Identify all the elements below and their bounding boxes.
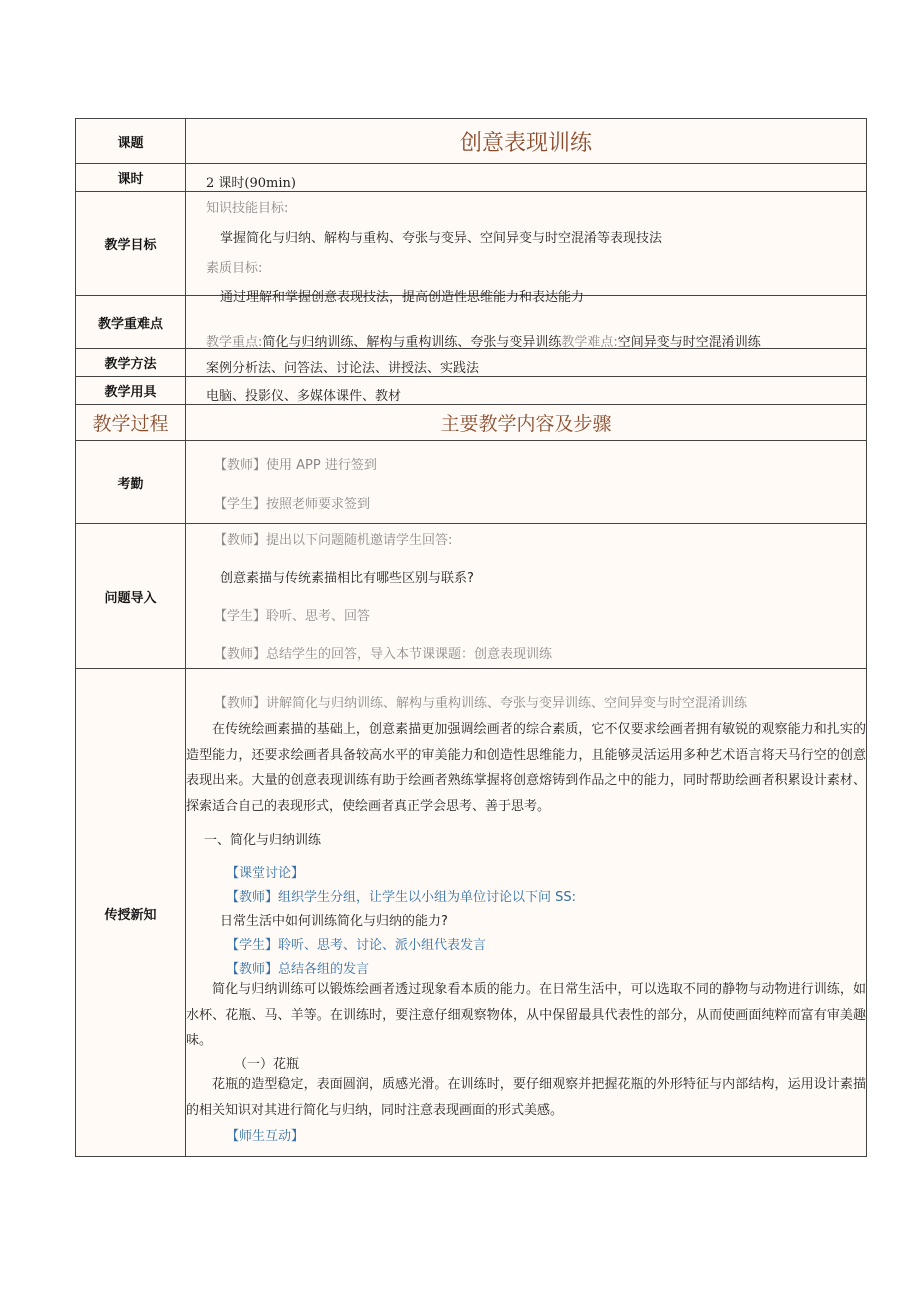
nk-question: 日常生活中如何训练简化与归纳的能力? [220,914,448,929]
intro-student: 【学生】聆听、思考、回答 [214,609,371,624]
nk-paragraph-2: 简化与归纳训练可以锻炼绘画者透过现象看本质的能力。在日常生活中，可以选取不同的静物与动物进行训练，如水杯、花瓶、马、羊等。在训练时，要注意仔细观察物体，从中保留最具代表性的部分，从而使画面纯粹而富有审美趣味。 [186,982,866,1048]
key-point-tag: 教学重点: [206,335,263,350]
tools-label: 教学用具 [104,385,157,400]
attendance-student: 【学生】按照老师要求签到 [214,497,371,512]
nk-teacher-summary: 【教师】总结各组的发言 [226,962,370,977]
key-point-text: 简化与归纳训练、解构与重构训练、夸张与变异训练 [262,335,562,350]
attendance-teacher: 【教师】使用 APP 进行签到 [214,458,377,473]
nk-student: 【学生】聆听、思考、讨论、派小组代表发言 [226,938,487,953]
intro-question: 创意素描与传统素描相比有哪些区别与联系? [220,571,474,586]
tools-value: 电脑、投影仪、多媒体课件、教材 [206,389,402,404]
difficulty-text: 空间异变与时空混淆训练 [617,335,761,350]
intro-label: 问题导入 [104,590,157,606]
nk-paragraph-1: 在传统绘画素描的基础上，创意素描更加强调绘画者的综合素质，它不仅要求绘画者拥有敏锐的观察能力和扎实的造型能力，还要求绘画者具备较高水平的审美能力和创造性思维能力，且能够灵活运用多种艺术语言将天马行空的创意表现出来。大量的创意表现训练有助于绘画者熟练掌握将创意熔铸到作品之中的能力，同时帮助绘画者积累设计素材、探索适合自己的表现形式，使绘画者真正学会思考、善于思考。 [186,722,866,814]
nk-section-1: 一、简化与归纳训练 [204,833,322,848]
intro-teacher-summary: 【教师】总结学生的回答，导入本节课课题：创意表现训练 [214,647,553,662]
nk-teacher-explain: 【教师】讲解简化与归纳训练、解构与重构训练、夸张与变异训练、空间异变与时空混淆训练 [214,696,748,711]
quality-goal-text: 通过理解和掌握创意表现技法，提高创造性思维能力和表达能力 [220,290,585,305]
lesson-plan-table [75,118,867,1157]
topic-label: 课题 [117,135,144,151]
methods-value: 案例分析法、问答法、讨论法、讲授法、实践法 [206,361,480,376]
topic-title: 创意表现训练 [459,130,592,156]
nk-teacher-group: 【教师】组织学生分组，让学生以小组为单位讨论以下问 SS: [226,890,577,905]
nk-paragraph-3: 花瓶的造型稳定，表面圆润，质感光滑。在训练时，要仔细观察并把握花瓶的外形特征与内部结构，运用设计素描的相关知识对其进行简化与归纳，同时注意表现画面的形式美感。 [186,1077,866,1118]
methods-label: 教学方法 [104,357,157,372]
attendance-label: 考勤 [117,476,144,492]
nk-discuss-tag: 【课堂讨论】 [226,866,305,881]
knowledge-goal-heading: 知识技能目标: [206,201,289,216]
knowledge-goal-text: 掌握简化与归纳、解构与重构、夸张与变异、空间异变与时空混淆等表现技法 [220,231,663,246]
nk-interaction-tag: 【师生互动】 [226,1129,305,1144]
quality-goal-heading: 素质目标: [206,261,263,276]
goals-label: 教学目标 [104,238,157,253]
new-knowledge-label: 传授新知 [104,908,157,923]
difficulty-tag: 教学难点: [561,335,618,350]
nk-subsection-1: （一）花瓶 [234,1057,300,1072]
process-header-right: 主要教学内容及步骤 [440,413,612,435]
intro-teacher-ask: 【教师】提出以下问题随机邀请学生回答: [214,533,453,548]
keypoints-label: 教学重难点 [97,316,163,332]
hours-label: 课时 [117,172,144,187]
process-header-left: 教学过程 [92,413,169,435]
hours-value: 2 课时(90min) [206,176,296,191]
